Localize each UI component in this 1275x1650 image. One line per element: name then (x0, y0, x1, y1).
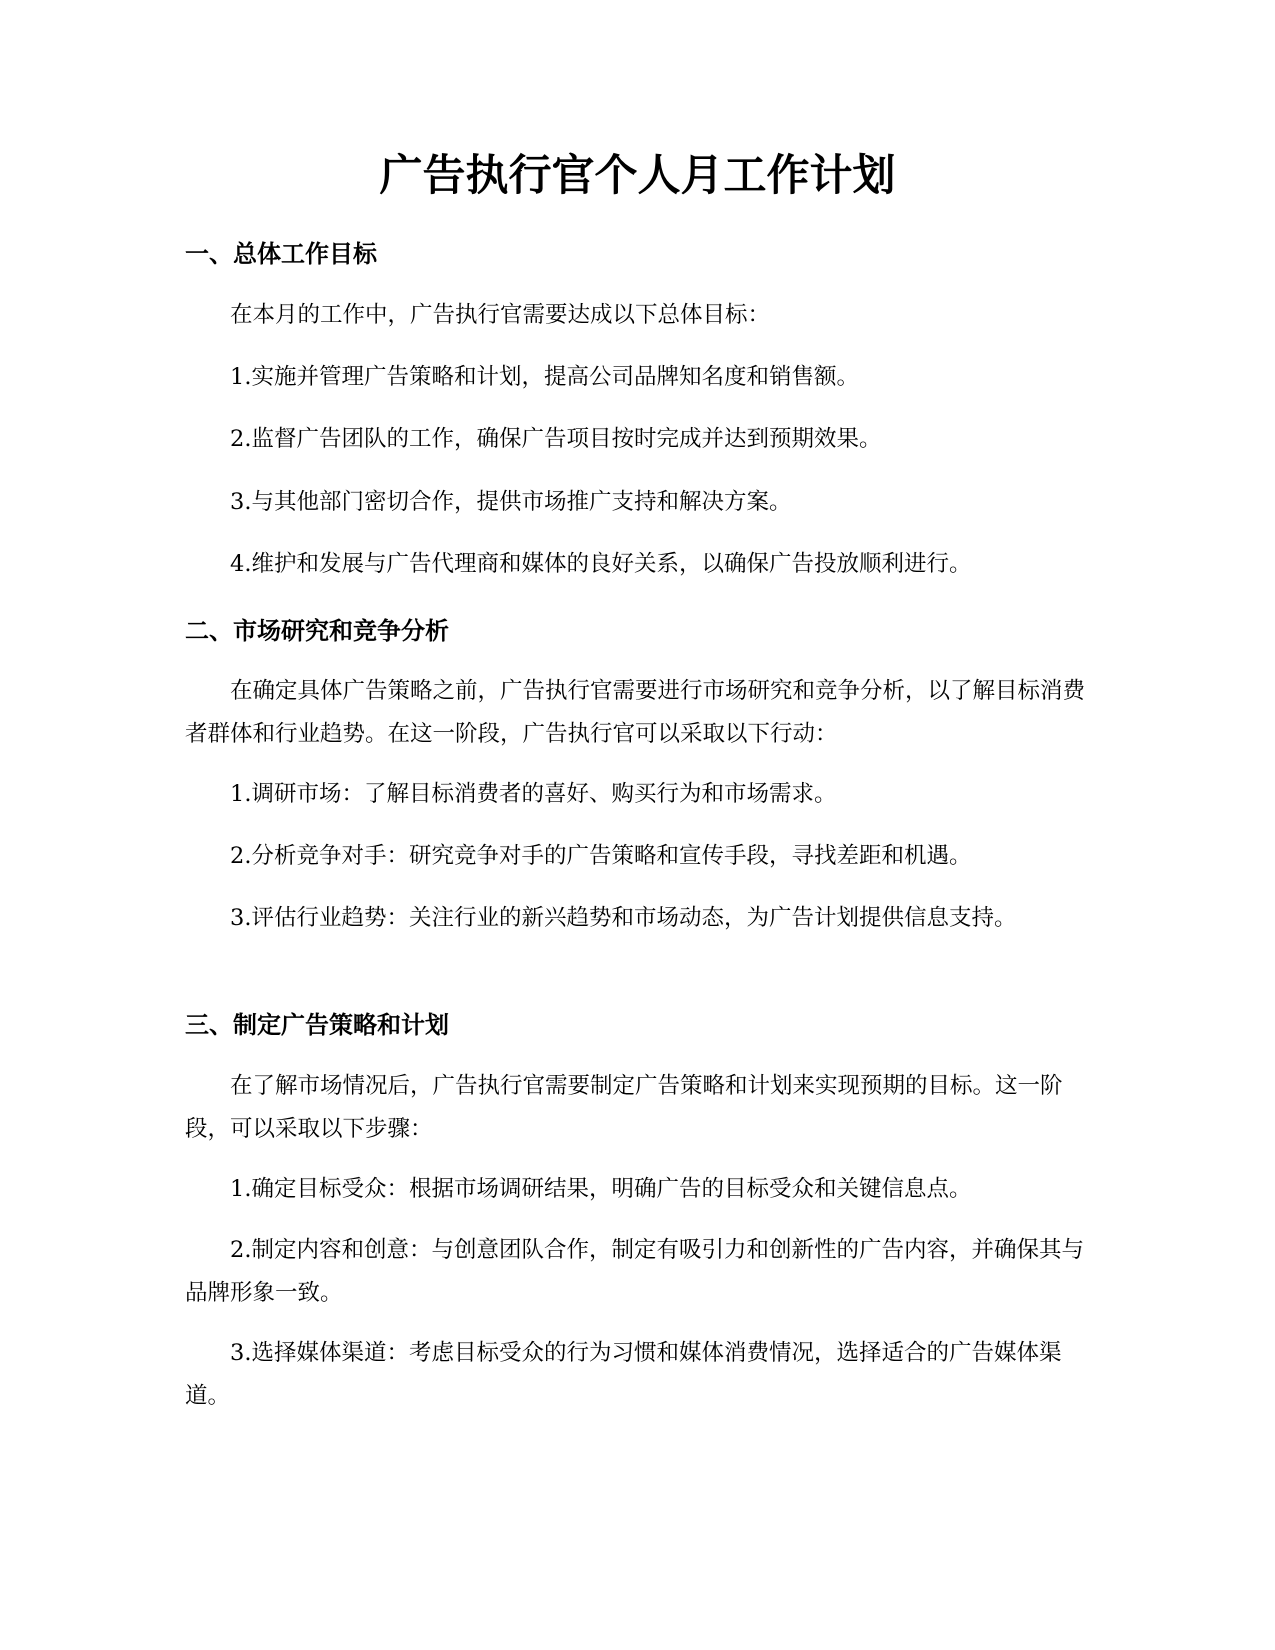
list-item: 1.实施并管理广告策略和计划，提高公司品牌知名度和销售额。 (230, 364, 859, 390)
list-item: 3.评估行业趋势：关注行业的新兴趋势和市场动态，为广告计划提供信息支持。 (230, 905, 1017, 931)
section-heading: 一、总体工作目标 (185, 240, 377, 268)
list-item: 4.维护和发展与广告代理商和媒体的良好关系，以确保广告投放顺利进行。 (230, 551, 972, 577)
section-intro: 在了解市场情况后，广告执行官需要制定广告策略和计划来实现预期的目标。这一阶段，可以采取以下步骤： (185, 1073, 1063, 1142)
section-heading: 三、制定广告策略和计划 (185, 1011, 449, 1039)
section-intro: 在确定具体广告策略之前，广告执行官需要进行市场研究和竞争分析，以了解目标消费者群体和行业趋势。在这一阶段，广告执行官可以采取以下行动： (185, 678, 1086, 747)
section-heading: 二、市场研究和竞争分析 (185, 617, 449, 645)
list-item: 2.制定内容和创意：与创意团队合作，制定有吸引力和创新性的广告内容，并确保其与品牌形象一致。 (185, 1237, 1084, 1306)
list-item: 3.与其他部门密切合作，提供市场推广支持和解决方案。 (230, 489, 792, 515)
list-item: 3.选择媒体渠道：考虑目标受众的行为习惯和媒体消费情况，选择适合的广告媒体渠道。 (185, 1340, 1062, 1409)
list-item: 2.分析竞争对手：研究竞争对手的广告策略和宣传手段，寻找差距和机遇。 (230, 843, 972, 869)
list-item: 2.监督广告团队的工作，确保广告项目按时完成并达到预期效果。 (230, 426, 882, 452)
page-title: 广告执行官个人月工作计划 (379, 151, 896, 201)
list-item: 1.确定目标受众：根据市场调研结果，明确广告的目标受众和关键信息点。 (230, 1176, 972, 1202)
section-intro: 在本月的工作中，广告执行官需要达成以下总体目标： (230, 302, 771, 328)
list-item: 1.调研市场：了解目标消费者的喜好、购买行为和市场需求。 (230, 781, 837, 807)
